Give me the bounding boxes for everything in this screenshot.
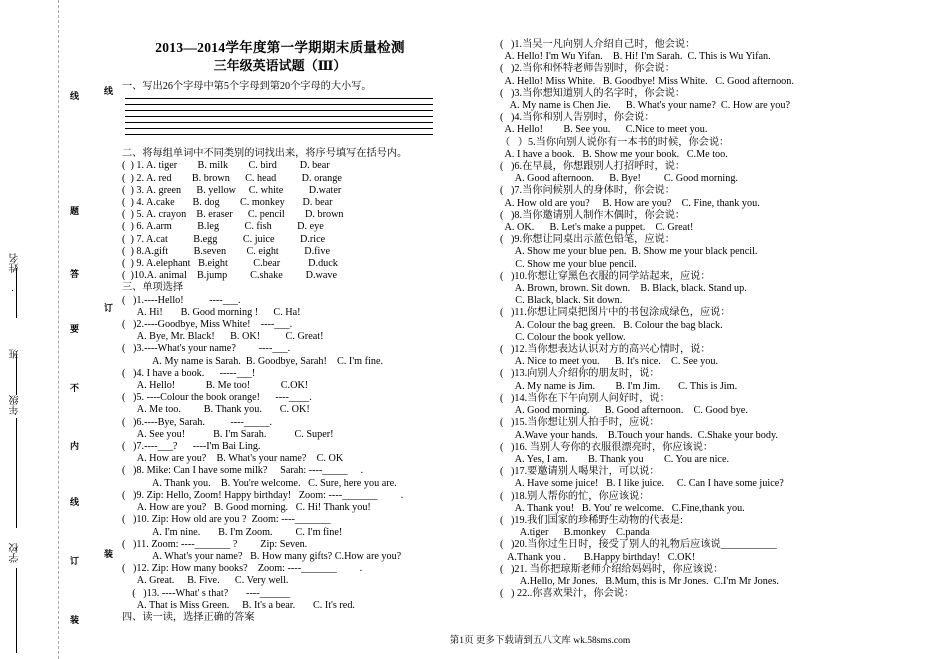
left-line: A. How are you? B. What's your name? C. OK [122, 453, 344, 465]
right-line: （ ）5.当你向别人说你有一本书的时候，你会说： [500, 136, 730, 148]
right-line: A. Colour the bag green. B. Colour the bag black. [500, 319, 723, 331]
page-footer: 第1页 更多下载请到五八文库 wk.58sms.com [449, 636, 631, 646]
left-line: ( )2.----Goodbye, Miss White! ----___. [122, 319, 293, 331]
right-column [500, 39, 830, 600]
left-line: ( )12. Zip: How many books? Zoom: ----_______ . [122, 563, 363, 575]
right-line: ( )13.向别人介绍你的朋友时，说： [500, 368, 660, 380]
school-label: 学校 [10, 543, 21, 563]
right-line: A.Wave your hands. B.Touch your hands. C.Shake your body. [500, 429, 778, 441]
right-line: A. Hello! Miss White. B. Goodbye! Miss White. C. Good afternoon. [500, 75, 794, 87]
left-line: ( )7.----___? ----I'm Bai Ling. [122, 441, 261, 453]
right-line: A. Hello! B. See you. C.Nice to meet you. [500, 124, 708, 136]
right-line: ( )15.当你想让别人拍手时，应说： [500, 417, 660, 429]
margin-char: 内 [70, 441, 80, 451]
margin-char: 题 [70, 206, 80, 216]
right-line: A. Hello! I'm Wu Yifan. B. Hi! I'm Sarah. C. This is Wu Yifan. [500, 51, 771, 63]
page-subtitle: 三年级英语试题（Ⅲ） [213, 58, 347, 73]
left-line: A. Thank you. B. You're welcome. C. Sure, here you are. [122, 477, 397, 489]
left-line: ( )4. I have a book. -----___! [122, 367, 256, 379]
left-line: ( ) 7. A.cat B.egg C. juice D.rice [122, 233, 326, 245]
right-line: C. Show me your blue pencil. [500, 258, 637, 270]
right-line: A. How old are you? B. How are you? C. Fine, thank you. [500, 197, 760, 209]
right-line: A. OK. B. Let's make a puppet. C. Great! [500, 222, 694, 234]
left-line: ( ) 5. A. crayon B. eraser C. pencil D. brown [122, 209, 344, 221]
left-line: ( )13. ----What' s that? ----______ [122, 587, 291, 599]
right-line: A. Good afternoon. B. Bye! C. Good morning. [500, 173, 738, 185]
right-line: ( )20.当你过生日时，接受了别人的礼物后应该说___________ [500, 539, 777, 551]
right-line: A.Thank you . B.Happy birthday! C.OK! [500, 551, 696, 563]
margin-char: 装 [70, 615, 80, 625]
right-line: A.Hello, Mr Jones. B.Mum, this is Mr Jones. C.I'm Mr Jones. [500, 575, 779, 587]
left-line: A. What's your name? B. How many gifts? C.How are you? [122, 550, 402, 562]
left-line: ( )9. Zip: Hello, Zoom! Happy birthday! Zoom: ----_______ . [122, 489, 404, 501]
margin-char: 线 [70, 497, 80, 507]
right-line: A. Nice to meet you. B. It's nice. C. See you. [500, 356, 719, 368]
grade-label: 年级 [10, 395, 21, 415]
writing-lines [125, 98, 433, 140]
right-line: ( )14.当你在下午向别人问好时，说： [500, 392, 670, 404]
right-line: ( )3.当你想知道别人的名字时，你会说： [500, 87, 686, 99]
binding-line [58, 0, 59, 659]
left-line: A. Me too. B. Thank you. C. OK! [122, 404, 310, 416]
right-line: A. I have a book. B. Show me your book. C.Me too. [500, 148, 728, 160]
right-line: ( )8.当你邀请别人制作木偶时，你会说： [500, 209, 686, 221]
left-line: ( )5. ----Colour the book orange! ----____. [122, 392, 312, 404]
left-line: A. Bye, Mr. Black! B. OK! C. Great! [122, 331, 324, 343]
left-line: ( )3.----What's your name? ----___. [122, 343, 291, 355]
left-line: 三、单项选择 [122, 282, 184, 294]
left-column [122, 81, 442, 624]
right-line: ( ) 22..你喜欢果汁，你会说： [500, 588, 635, 600]
left-line: ( ) 9. A.elephant B.eight C.bear D.duck [122, 258, 338, 270]
class-fill-line [16, 355, 17, 395]
right-line: ( )19.我们国家的珍稀野生动物的代表是: [500, 514, 683, 526]
right-line: ( )12.当你想表达认识对方的高兴心情时，说： [500, 344, 711, 356]
right-line: A. Yes, I am. B. Thank you C. You are nice. [500, 453, 730, 465]
left-line: ( )11. Zoom: ----_______ ? Zip: Seven. [122, 538, 308, 550]
left-line: 四、读一读，选择正确的答案 [122, 611, 255, 623]
right-line: C. Black, black. Sit down. [500, 295, 623, 307]
right-line: ( )6.在早晨，你想跟别人打招呼时，说： [500, 161, 686, 173]
margin-char: 答 [70, 269, 80, 279]
left-line: A. That is Miss Green. B. It's a bear. C. It's red. [122, 599, 355, 611]
left-line: 一、写出26个字母中第5个字母到第20个字母的大小写。 [122, 81, 372, 92]
left-line: 二、将每组单词中不同类别的词找出来，将序号填写在括号内。 [122, 148, 408, 160]
left-line: ( ) 4. A.cake B. dog C. monkey D. bear [122, 197, 333, 209]
right-line: A. Show me your blue pen. B. Show me your black pencil. [500, 246, 758, 258]
right-line: ( )4.当你和别人告别时，你会说： [500, 112, 655, 124]
right-line: ( )1.当吴一凡向别人介绍自己时，他会说： [500, 39, 696, 50]
left-line: ( ) 8.A.gift B.seven C. eight D.five [122, 245, 330, 257]
left-line: A. I'm nine. B. I'm Zoom. C. I'm fine! [122, 526, 343, 538]
margin-char: 线 [104, 86, 114, 96]
binding-margin [0, 0, 120, 659]
margin-char: 装 [104, 549, 114, 559]
right-line: ( )10.你想让穿黑色衣服的同学站起来，应说： [500, 270, 711, 282]
school-fill-line [16, 568, 17, 653]
left-line: A. Great. B. Five. C. Very well. [122, 575, 289, 587]
left-line: ( )6.----Bye, Sarah. ----_____. [122, 416, 272, 428]
right-line: A. Brown, brown. Sit down. B. Black, black. Stand up. [500, 283, 747, 295]
right-line: ( )9.你想让同桌出示蓝色铅笔，应说： [500, 234, 675, 246]
class-label: 班 [10, 349, 21, 359]
right-line: ( )17.要邀请别人喝果汁，可以说： [500, 466, 660, 478]
right-line: ( )21. 当你把琼斯老师介绍给妈妈时，你应该说： [500, 563, 724, 575]
right-line: A. My name is Jim. B. I'm Jim. C. This is Jim. [500, 380, 738, 392]
margin-char: 线 [70, 91, 80, 101]
page-title: 2013—2014学年度第一学期期末质量检测 [155, 40, 405, 55]
right-line: ( )11.你想让同桌把图片中的书包涂成绿色，应说： [500, 307, 731, 319]
right-line: A. Have some juice! B. I like juice. C. Can I have some juice? [500, 478, 784, 490]
left-line: ( ) 2. A. red B. brown C. head D. orange [122, 172, 342, 184]
left-line: A. See you! B. I'm Sarah. C. Super! [122, 428, 334, 440]
left-line: ( ) 6. A.arm B.leg C. fish D. eye [122, 221, 324, 233]
margin-char: 订 [70, 556, 80, 566]
right-line: C. Colour the book yellow. [500, 331, 626, 343]
right-line: ( )2.当你和怀特老师告别时，你会说： [500, 63, 675, 75]
left-line: A. How are you? B. Good morning. C. Hi! Thank you! [122, 502, 371, 514]
grade-fill-line [16, 418, 17, 528]
left-line: A. Hello! B. Me too! C.OK! [122, 380, 309, 392]
margin-char: 不 [70, 383, 80, 393]
left-line: ( )8. Mike: Can I have some milk? Sarah: ----_____ . [122, 465, 364, 477]
left-line: A. Hi! B. Good morning ! C. Ha! [122, 306, 301, 318]
name-fill-line [16, 268, 17, 318]
left-line: ( ) 1. A. tiger B. milk C. bird D. bear [122, 160, 330, 172]
left-line: ( )10. Zip: How old are you ? Zoom: ----_______ [122, 514, 331, 526]
right-line: A.tiger B.monkey C.panda [500, 527, 650, 539]
left-line: A. My name is Sarah. B. Goodbye, Sarah! C. I'm fine. [122, 355, 384, 367]
margin-char: 订 [104, 303, 114, 313]
name-label: 姓名 [10, 253, 21, 273]
right-line: ( )16. 当别人夸你的衣服很漂亮时，你应该说： [500, 441, 714, 453]
left-line: ( ) 3. A. green B. yellow C. white D.water [122, 184, 342, 196]
right-line: A. My name is Chen Jie. B. What's your name? C. How are you? [500, 100, 790, 112]
right-line: ( )18.别人帮你的忙，你应该说： [500, 490, 650, 502]
right-line: ( )7.当你问候别人的身体时，你会说： [500, 185, 675, 197]
right-line: A. Good morning. B. Good afternoon. C. Good bye. [500, 405, 748, 417]
left-line: ( )1.----Hello! ----___. [122, 294, 241, 306]
left-line: ( )10.A. animal B.jump C.shake D.wave [122, 270, 338, 282]
margin-char: 要 [70, 324, 80, 334]
right-line: A. Thank you! B. You' re welcome. C.Fine,thank you. [500, 502, 745, 514]
